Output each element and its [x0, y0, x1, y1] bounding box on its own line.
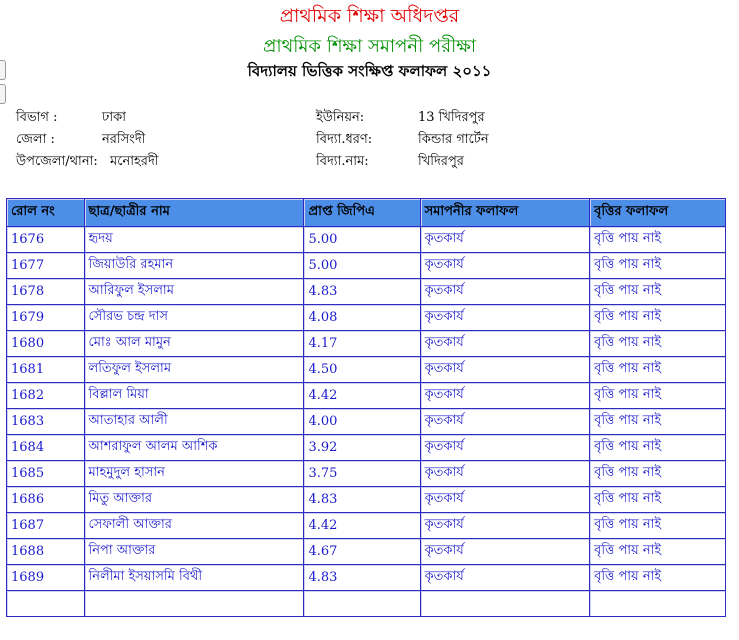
table-row — [7, 331, 726, 357]
scholarship-cell: বৃত্তি পায় নাই — [590, 461, 726, 487]
exam-subtitle: প্রাথমিক শিক্ষা সমাপনী পরীক্ষা — [262, 36, 477, 57]
roll-cell: 1683 — [7, 409, 85, 435]
scholarship-cell: বৃত্তি পায় নাই — [590, 513, 726, 539]
gpa-cell: 4.42 — [304, 513, 420, 539]
gpa-cell: 4.42 — [304, 383, 420, 409]
scholarship-cell: বৃত্তি পায় নাই — [590, 409, 726, 435]
exam-result-cell: কৃতকার্য — [421, 539, 591, 565]
scholarship-cell: বৃত্তি পায় নাই — [590, 331, 726, 357]
side-scroll-handle-top[interactable] — [0, 60, 6, 80]
gpa-cell: 3.92 — [304, 435, 420, 461]
name-cell: সেফালী আক্তার — [85, 513, 305, 539]
header-scholarship: বৃত্তির ফলাফল — [590, 199, 726, 227]
name-cell: নিপা আক্তার — [85, 539, 305, 565]
exam-result-cell: কৃতকার্য — [421, 487, 591, 513]
name-cell: হৃদয় — [85, 227, 305, 253]
header-exam-result: সমাপনীর ফলাফল — [421, 199, 591, 227]
table-row — [7, 409, 726, 435]
empty-cell — [590, 591, 726, 617]
exam-result-cell: কৃতকার্য — [421, 409, 591, 435]
scholarship-cell: বৃত্তি পায় নাই — [590, 357, 726, 383]
exam-result-cell: কৃতকার্য — [421, 227, 591, 253]
roll-cell: 1680 — [7, 331, 85, 357]
exam-result-cell: কৃতকার্য — [421, 383, 591, 409]
table-row — [7, 565, 726, 591]
table-row — [7, 357, 726, 383]
exam-result-cell: কৃতকার্য — [421, 461, 591, 487]
roll-cell: 1681 — [7, 357, 85, 383]
gpa-cell: 4.00 — [304, 409, 420, 435]
gpa-cell: 4.08 — [304, 305, 420, 331]
name-cell: লতিফুল ইসলাম — [85, 357, 305, 383]
empty-cell — [421, 591, 591, 617]
empty-cell — [304, 591, 420, 617]
scholarship-cell: বৃত্তি পায় নাই — [590, 383, 726, 409]
page-title: প্রাথমিক শিক্ষা অধিদপ্তর — [279, 5, 460, 27]
roll-cell: 1678 — [7, 279, 85, 305]
exam-result-cell: কৃতকার্য — [421, 357, 591, 383]
gpa-cell: 4.17 — [304, 331, 420, 357]
table-body — [7, 227, 726, 617]
scholarship-cell: বৃত্তি পায় নাই — [590, 487, 726, 513]
empty-cell — [85, 591, 305, 617]
name-cell: মিতু আক্তার — [85, 487, 305, 513]
name-cell: নিলীমা ইসয়াসমি বিথী — [85, 565, 305, 591]
upazila-label: উপজেলা/থানা: — [16, 154, 98, 169]
gpa-cell: 5.00 — [304, 253, 420, 279]
roll-cell: 1689 — [7, 565, 85, 591]
exam-result-cell: কৃতকার্য — [421, 305, 591, 331]
roll-cell: 1682 — [7, 383, 85, 409]
name-cell: আতাহার আলী — [85, 409, 305, 435]
table-row — [7, 435, 726, 461]
table-row — [7, 487, 726, 513]
exam-result-cell: কৃতকার্য — [421, 279, 591, 305]
roll-cell: 1685 — [7, 461, 85, 487]
table-row — [7, 305, 726, 331]
name-cell: মোঃ আল মামুন — [85, 331, 305, 357]
scholarship-cell: বৃত্তি পায় নাই — [590, 253, 726, 279]
gpa-cell: 4.83 — [304, 565, 420, 591]
name-cell: জিয়াউরি রহমান — [85, 253, 305, 279]
header-roll: রোল নং — [7, 199, 85, 227]
exam-result-cell: কৃতকার্য — [421, 435, 591, 461]
roll-cell: 1679 — [7, 305, 85, 331]
district-label: জেলা : — [16, 132, 55, 147]
table-row — [7, 513, 726, 539]
union-label: ইউনিয়ন: — [316, 110, 365, 125]
side-scroll-handle-bottom[interactable] — [0, 84, 6, 104]
scholarship-cell: বৃত্তি পায় নাই — [590, 305, 726, 331]
district-value: নরসিংদী — [102, 132, 146, 147]
union-value: 13 খিদিরপুর — [418, 110, 485, 125]
gpa-cell: 5.00 — [304, 227, 420, 253]
school-type-value: কিন্ডার গার্টেন — [418, 132, 489, 147]
gpa-cell: 4.83 — [304, 279, 420, 305]
gpa-cell: 4.83 — [304, 487, 420, 513]
school-name-label: বিদ্যা.নাম: — [316, 154, 369, 169]
header-gpa: প্রাপ্ত জিপিএ — [304, 199, 420, 227]
name-cell: আশরাফুল আলম আশিক — [85, 435, 305, 461]
scholarship-cell: বৃত্তি পায় নাই — [590, 539, 726, 565]
scholarship-cell: বৃত্তি পায় নাই — [590, 227, 726, 253]
division-label: বিভাগ : — [16, 110, 58, 125]
upazila-value: মনোহরদী — [110, 154, 159, 169]
roll-cell: 1686 — [7, 487, 85, 513]
gpa-cell: 3.75 — [304, 461, 420, 487]
result-title: বিদ্যালয় ভিত্তিক সংক্ষিপ্ত ফলাফল ২০১১ — [247, 62, 492, 80]
roll-cell: 1684 — [7, 435, 85, 461]
roll-cell: 1687 — [7, 513, 85, 539]
name-cell: সৌরভ চন্দ্র দাস — [85, 305, 305, 331]
name-cell: মাহমুদুল হাসান — [85, 461, 305, 487]
exam-result-cell: কৃতকার্য — [421, 331, 591, 357]
table-row — [7, 539, 726, 565]
results-table — [6, 198, 726, 617]
school-type-label: বিদ্যা.ধরণ: — [316, 132, 373, 147]
table-row — [7, 279, 726, 305]
school-name-value: খিদিরপুর — [418, 154, 464, 169]
table-row — [7, 461, 726, 487]
name-cell: আরিফুল ইসলাম — [85, 279, 305, 305]
roll-cell: 1677 — [7, 253, 85, 279]
exam-result-cell: কৃতকার্য — [421, 253, 591, 279]
table-row — [7, 227, 726, 253]
table-header-row — [7, 199, 726, 227]
table-row — [7, 383, 726, 409]
name-cell: বিল্লাল মিয়া — [85, 383, 305, 409]
table-row — [7, 253, 726, 279]
exam-result-cell: কৃতকার্য — [421, 513, 591, 539]
roll-cell: 1676 — [7, 227, 85, 253]
scholarship-cell: বৃত্তি পায় নাই — [590, 435, 726, 461]
scholarship-cell: বৃত্তি পায় নাই — [590, 279, 726, 305]
scholarship-cell: বৃত্তি পায় নাই — [590, 565, 726, 591]
gpa-cell: 4.50 — [304, 357, 420, 383]
exam-result-cell: কৃতকার্য — [421, 565, 591, 591]
roll-cell: 1688 — [7, 539, 85, 565]
empty-cell — [7, 591, 85, 617]
gpa-cell: 4.67 — [304, 539, 420, 565]
header-name: ছাত্র/ছাত্রীর নাম — [85, 199, 305, 227]
table-row-empty — [7, 591, 726, 617]
division-value: ঢাকা — [102, 110, 126, 125]
